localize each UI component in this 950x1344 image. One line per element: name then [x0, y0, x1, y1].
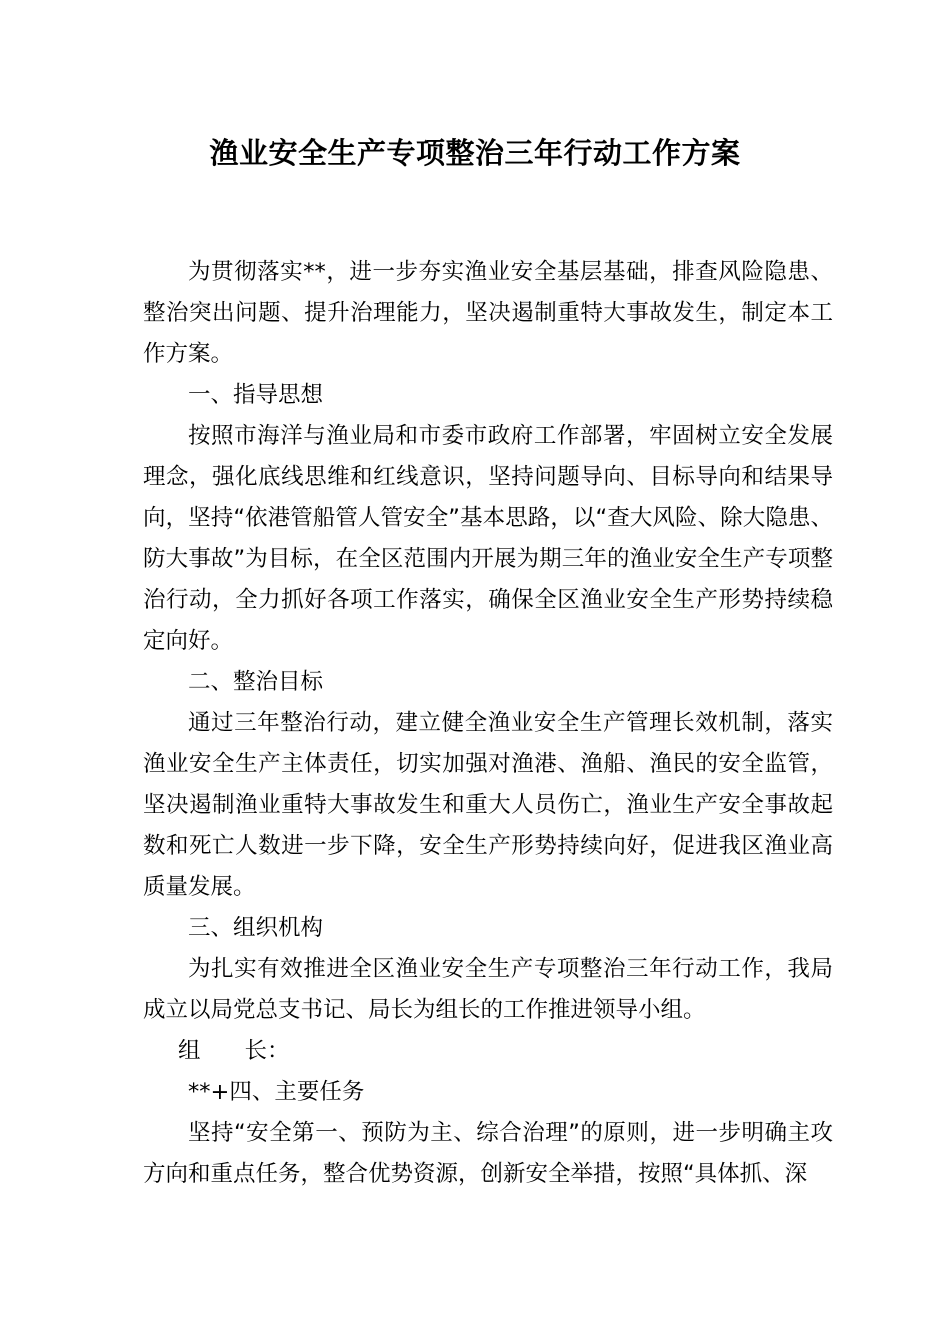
section-2-heading: 二、整治目标 — [188, 669, 324, 695]
leader-label-part1: 组 — [178, 1038, 201, 1064]
section-3-heading: 三、组织机构 — [188, 915, 324, 941]
leader-label-part2: 长： — [244, 1038, 290, 1064]
section-4-paragraph: 坚持“安全第一、预防为主、综合治理”的原则，进一步明确主攻方向和重点任务，整合优势资源，创新安全举措，按照“具体抓、深 — [143, 1120, 833, 1187]
section-4-heading: **+四、主要任务 — [188, 1079, 365, 1105]
section-3-paragraph: 为扎实有效推进全区渔业安全生产专项整治三年行动工作，我局成立以局党总支书记、局长为组长的工作推进领导小组。 — [143, 956, 833, 1023]
section-1-heading: 一、指导思想 — [188, 382, 324, 408]
section-1-paragraph: 按照市海洋与渔业局和市委市政府工作部署，牢固树立安全发展理念，强化底线思维和红线意识，坚持问题导向、目标导向和结果导向，坚持“依港管船管人管安全”基本思路，以“查大风险、除大隐患、防大事故”为目标，在全区范围内开展为期三年的渔业安全生产专项整治行动，全力抓好各项工作落实，确保全区渔业安全生产形势持续稳定向好。 — [143, 423, 833, 654]
document-title: 渔业安全生产专项整治三年行动工作方案 — [209, 136, 741, 170]
leader-label — [143, 1031, 833, 1072]
section-2-paragraph: 通过三年整治行动，建立健全渔业安全生产管理长效机制，落实渔业安全生产主体责任，切实加强对渔港、渔船、渔民的安全监管，坚决遏制渔业重特大事故发生和重大人员伤亡，渔业生产安全事故起数和死亡人数进一步下降，安全生产形势持续向好，促进我区渔业高质量发展。 — [143, 710, 833, 900]
document-body — [143, 252, 833, 1195]
intro-paragraph: 为贯彻落实**，进一步夯实渔业安全基层基础，排查风险隐患、整治突出问题、提升治理能力，坚决遏制重特大事故发生，制定本工作方案。 — [143, 259, 833, 367]
